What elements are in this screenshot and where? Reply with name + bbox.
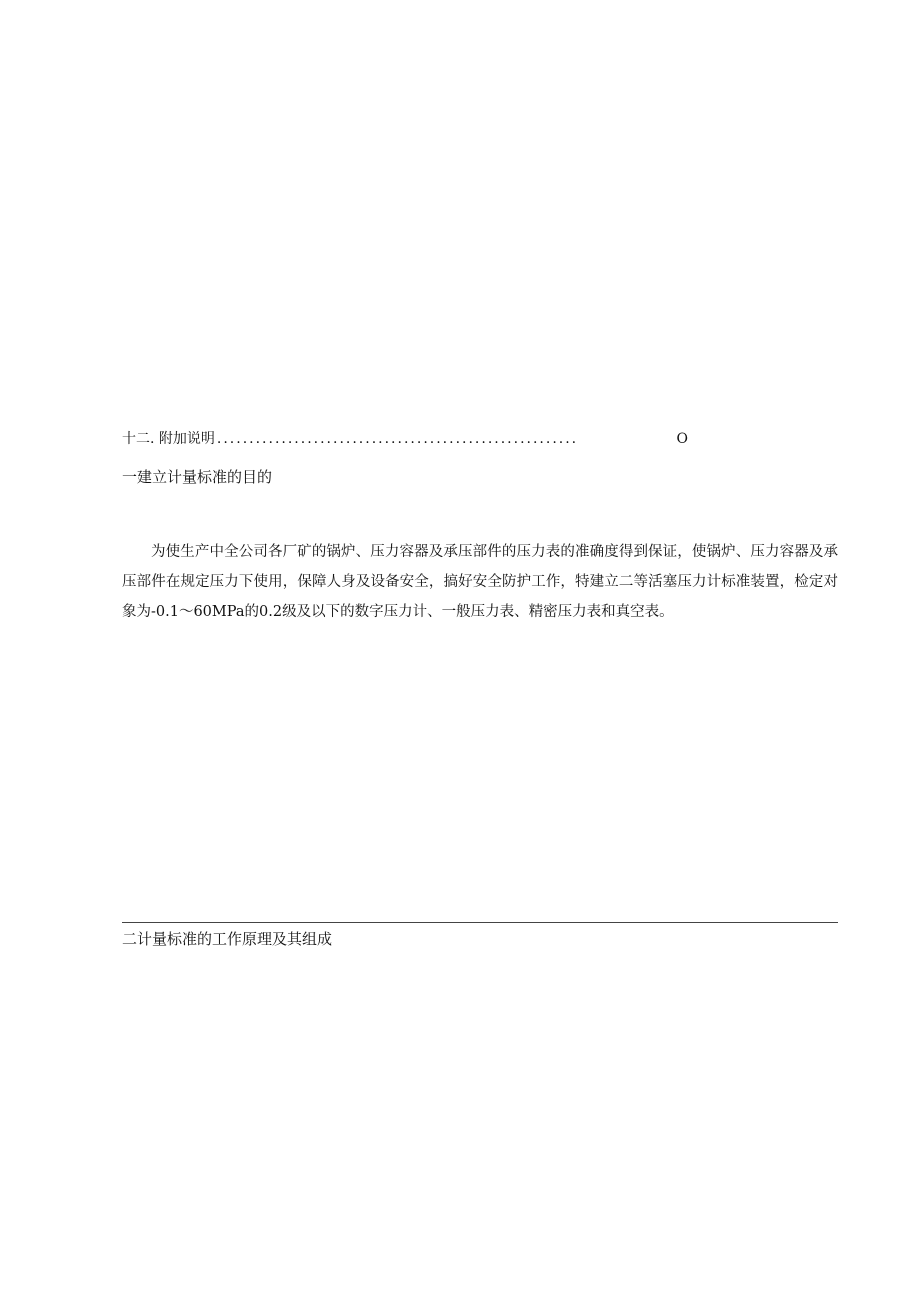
- section-paragraph-purpose: 为使生产中全公司各厂矿的锅炉、压力容器及承压部件的压力表的准确度得到保证，使锅炉、压力容器及承压部件在规定压力下使用，保障人身及设备安全，搞好安全防护工作，特建立二等活塞压力计标准装置，检定对象为-0.1～60MPa的0.2级及以下的数字压力计、一般压力表、精密压力表和真空表。: [122, 544, 838, 620]
- toc-entry-label: 十二. 附加说明: [122, 431, 215, 447]
- page-divider: [122, 922, 838, 923]
- toc-entry: [122, 429, 688, 449]
- section-heading-purpose: 一建立计量标准的目的: [122, 468, 273, 486]
- toc-leader-dots: ........................................................: [216, 431, 579, 447]
- toc-page-ref: O: [676, 431, 688, 447]
- section-heading-principle: 二计量标准的工作原理及其组成: [122, 930, 333, 948]
